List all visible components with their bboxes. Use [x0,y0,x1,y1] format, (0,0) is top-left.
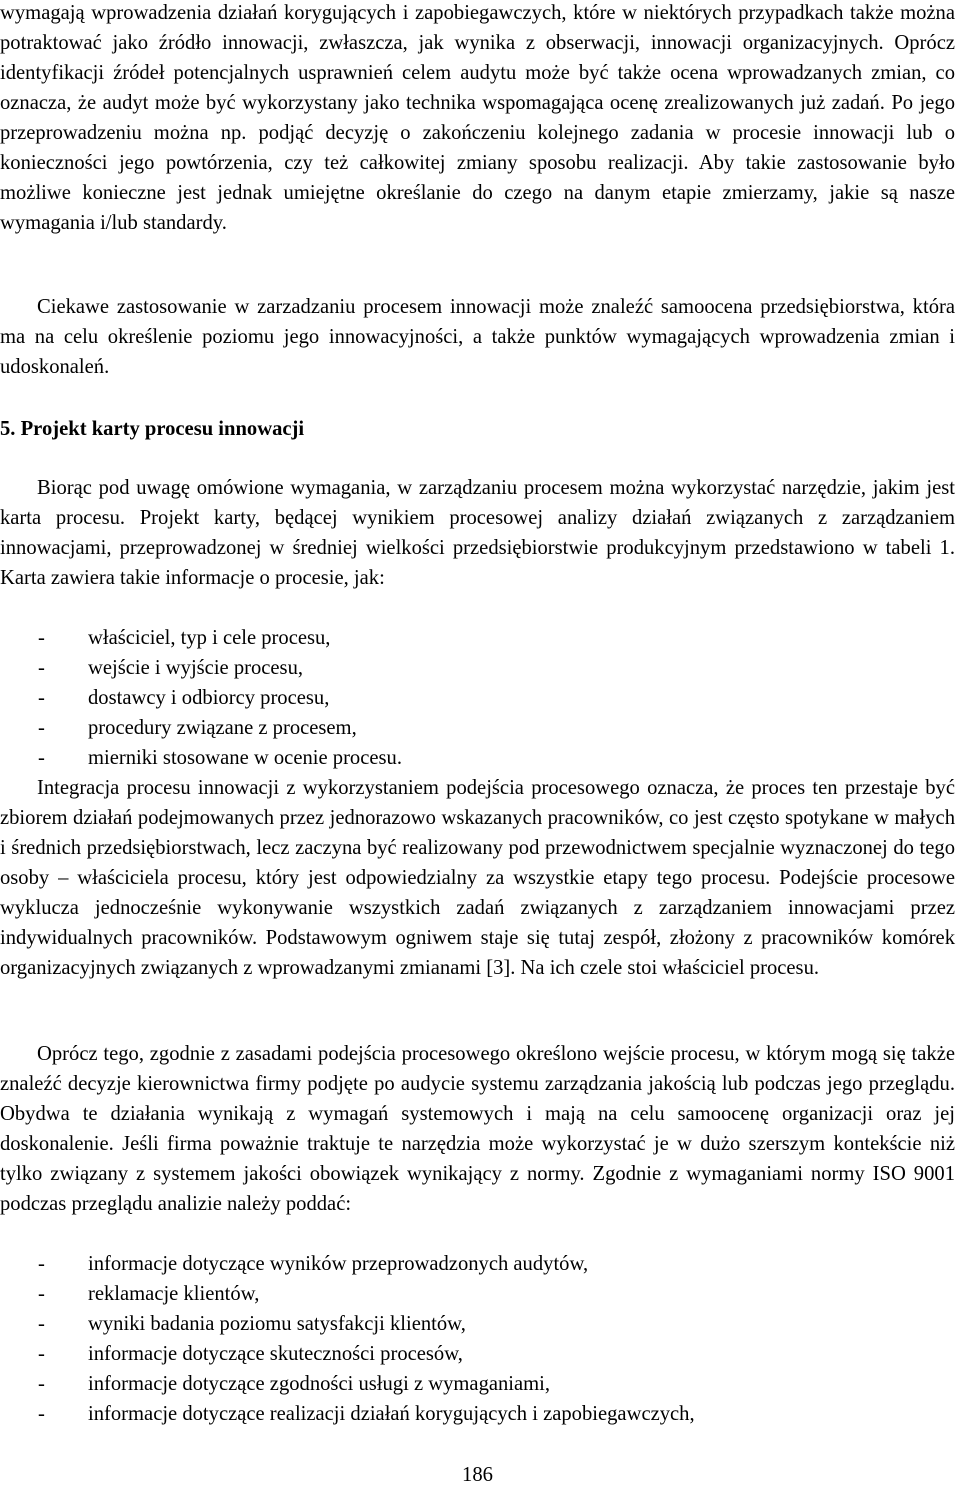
list-item: - właściciel, typ i cele procesu, [0,623,955,653]
paragraph-process-card: Biorąc pod uwagę omówione wymagania, w zarządzaniu procesem można wykorzystać narzędzie, jakim jest karta procesu. Projekt karty, będącej wynikiem procesowej analizy działań związanych z zarządzaniem innowacjami, przeprowadzonej w średniej wielkości przedsiębiorstwie produkcyjnym przedstawiono w tabeli 1. Karta zawiera takie informacje o procesie, jak: [0,477,955,589]
list-dash: - [38,717,45,739]
list-item: - informacje dotyczące wyników przeprowadzonych audytów, [0,1249,955,1279]
section-heading: 5. Projekt karty procesu innowacji [0,418,305,440]
list-item: - reklamacje klientów, [0,1279,955,1309]
list-item: - procedury związane z procesem, [0,713,955,743]
list-dash: - [38,1253,45,1275]
paragraph-iso-review: Oprócz tego, zgodnie z zasadami podejścia procesowego określono wejście procesu, w którym mogą się także znaleźć decyzje kierownictwa firmy podjęte po audycie systemu zarządzania jakością lub podczas jego przeglądu. Obydwa te działania wynikają z wymagań systemowych i mają na celu samoocenę organizacji oraz jej doskonalenie. Jeśli firma poważnie traktuje te narzędzia może wykorzystać je w dużo szerszym kontekście niż tylko związany z systemem jakości obowiązek wynikający z normy. Zgodnie z wymaganiami normy ISO 9001 podczas przeglądu analizie należy poddać: [0,1043,955,1215]
paragraph-audit: wymagają wprowadzenia działań korygujących i zapobiegawczych, które w niektórych przypadkach także można potraktować jako źródło innowacji, zwłaszcza, jak wynika z obserwacji, innowacji organizacyjnych. Oprócz identyfikacji źródeł potencjalnych usprawnień celem audytu może być także ocena wprowadzanych zmian, co oznacza, że audyt może być wykorzystany jako technika wspomagająca ocenę zrealizowanych już zadań. Po jego przeprowadzeniu można np. podjąć decyzję o zakończeniu kolejnego zadania w procesie innowacji lub o konieczności jego powtórzenia, czy też całkowitej zmiany sposobu realizacji. Aby takie zastosowanie było możliwe konieczne jest jednak umiejętne określanie do czego na danym etapie zmierzamy, jakie są nasze wymagania i/lub standardy. [0,2,955,234]
list-dash: - [38,1313,45,1335]
list-dash: - [38,1373,45,1395]
list-item: - wyniki badania poziomu satysfakcji klientów, [0,1309,955,1339]
list-item: - dostawcy i odbiorcy procesu, [0,683,955,713]
process-card-info-list [0,623,955,773]
page-number: 186 [462,1464,493,1486]
list-item: - informacje dotyczące zgodności usługi z wymaganiami, [0,1369,955,1399]
list-dash: - [38,627,45,649]
list-dash: - [38,657,45,679]
list-item: - informacje dotyczące skuteczności procesów, [0,1339,955,1369]
list-dash: - [38,747,45,769]
list-item: - mierniki stosowane w ocenie procesu. [0,743,955,773]
review-input-list [0,1249,955,1429]
paragraph-process-integration: Integracja procesu innowacji z wykorzystaniem podejścia procesowego oznacza, że proces ten przestaje być zbiorem działań podejmowanych przez jednorazowo wskazanych pracowników, co jest często spotykane w małych i średnich przedsiębiorstwach, lecz zaczyna być realizowany pod przewodnictwem specjalnie wyznaczonej do tego osoby – właściciela procesu, który jest odpowiedzialny za wszystkie etapy tego procesu. Podejście procesowe wyklucza jednocześnie wykonywanie wszystkich zadań związanych z zarządzaniem innowacjami przez indywidualnych pracowników. Podstawowym ogniwem staje się tutaj zespół, złożony z pracowników komórek organizacyjnych związanych z wprowadzanymi zmianami [3]. Na ich czele stoi właściciel procesu. [0,777,955,979]
list-dash: - [38,1283,45,1305]
list-item: - wejście i wyjście procesu, [0,653,955,683]
list-item: - informacje dotyczące realizacji działań korygujących i zapobiegawczych, [0,1399,955,1429]
paragraph-self-assessment: Ciekawe zastosowanie w zarzadzaniu procesem innowacji może znaleźć samoocena przedsiębiorstwa, która ma na celu określenie poziomu jego innowacyjności, a także punktów wymagających wprowadzenia zmian i udoskonaleń. [0,296,955,378]
list-dash: - [38,687,45,709]
list-dash: - [38,1343,45,1365]
list-dash: - [38,1403,45,1425]
